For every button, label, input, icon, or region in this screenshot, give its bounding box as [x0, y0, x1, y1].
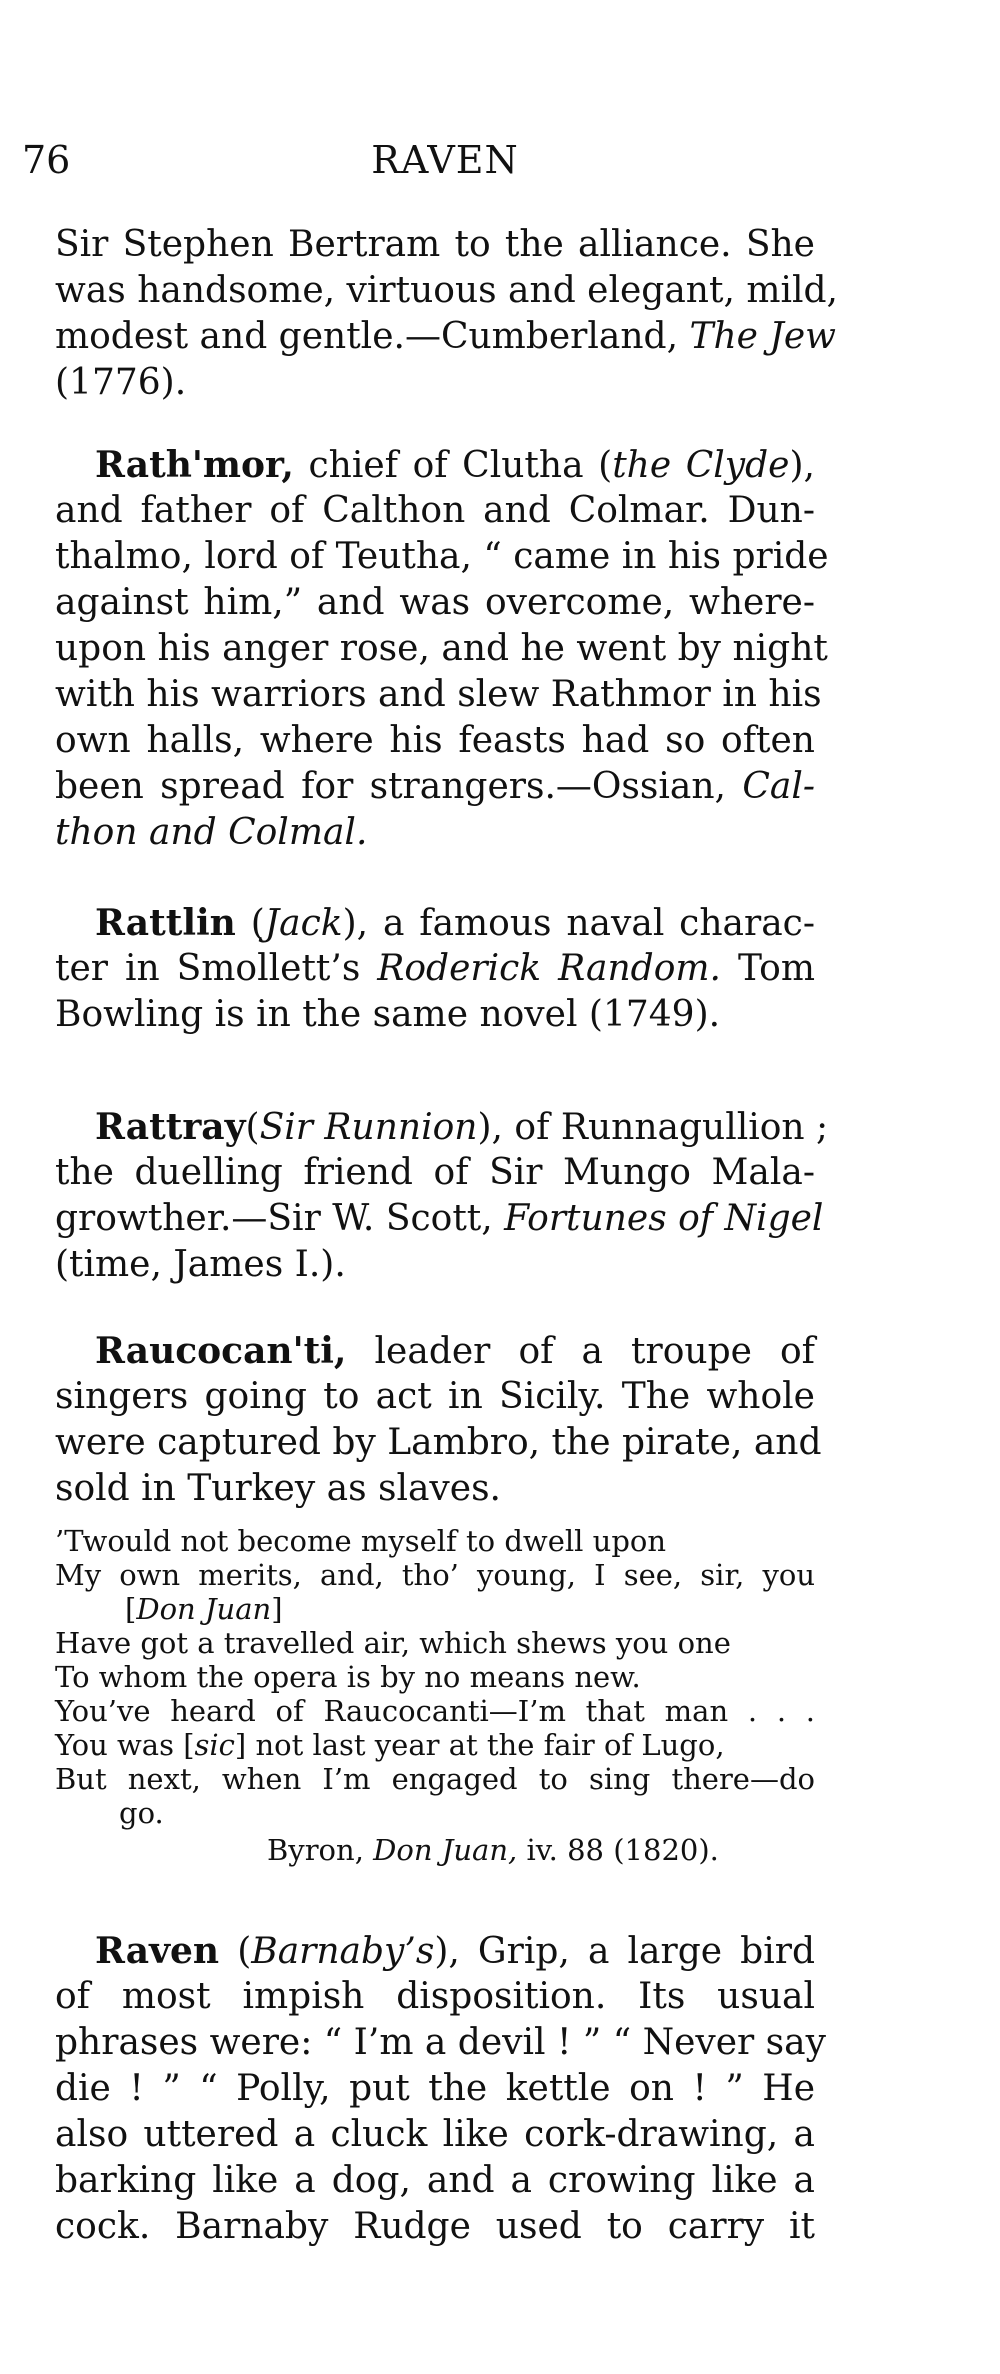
text-line: Rattray(Sir Runnion), of Runnagullion ;: [95, 1106, 829, 1148]
entry-continuation: [55, 222, 838, 406]
text-line: was handsome, virtuous and elegant, mild,: [55, 270, 838, 311]
entry-rattlin: [55, 900, 815, 1038]
page-header: [0, 138, 1000, 198]
entry-rattray: [55, 1104, 829, 1288]
verse-line: You’ve heard of Raucocanti—I’m that man . . .: [55, 1694, 815, 1728]
headword: Rattray: [95, 1106, 246, 1148]
text-line: barking like a dog, and a crowing like a: [55, 2160, 815, 2201]
verse-line: To whom the opera is by no means new.: [55, 1660, 641, 1694]
text-line: Raven (Barnaby’s), Grip, a large bird: [95, 1930, 815, 1972]
text-line: sold in Turkey as slaves.: [55, 1468, 501, 1509]
verse-line: But next, when I’m engaged to sing there—do: [55, 1762, 815, 1796]
text-line: thon and Colmal.: [55, 812, 368, 853]
text-line: of most impish disposition. Its usual: [55, 1976, 815, 2017]
page-number: 76: [22, 138, 71, 182]
text-line: also uttered a cluck like cork-drawing, a: [55, 2114, 815, 2155]
verse-attribution: Byron, Don Juan, iv. 88 (1820).: [267, 1833, 719, 1867]
text-line: growther.—Sir W. Scott, Fortunes of Nigel: [55, 1198, 824, 1239]
text-line: modest and gentle.—Cumberland, The Jew: [55, 316, 836, 357]
text-line: were captured by Lambro, the pirate, and: [55, 1422, 822, 1463]
text-line: Rattlin (Jack), a famous naval charac-: [95, 902, 815, 944]
text-line: thalmo, lord of Teutha, “ came in his pride: [55, 536, 829, 577]
verse-line: Have got a travelled air, which shews you one: [55, 1626, 731, 1660]
text-line: upon his anger rose, and he went by night: [55, 628, 828, 669]
verse-line: You was [sic] not last year at the fair of Lugo,: [55, 1728, 725, 1762]
text-line: Rath'mor, chief of Clutha (the Clyde),: [95, 444, 815, 486]
text-line: Sir Stephen Bertram to the alliance. She: [55, 224, 815, 265]
headword: Raven: [95, 1930, 220, 1972]
verse-line: [Don Juan]: [125, 1592, 283, 1626]
text-line: Raucocan'ti, leader of a troupe of: [95, 1330, 815, 1372]
text-line: against him,” and was overcome, where-: [55, 582, 815, 623]
verse-quotation: [55, 1524, 815, 1870]
headword: Rath'mor,: [95, 444, 294, 486]
running-head: RAVEN: [371, 138, 519, 182]
verse-line: My own merits, and, tho’ young, I see, sir, you: [55, 1558, 815, 1592]
text-line: singers going to act in Sicily. The whole: [55, 1376, 815, 1417]
headword: Rattlin: [95, 902, 236, 944]
verse-line: go.: [119, 1796, 164, 1830]
entry-raucocanti: [55, 1328, 822, 1512]
text-line: with his warriors and slew Rathmor in his: [55, 674, 822, 715]
text-line: (1776).: [55, 362, 187, 403]
text-line: been spread for strangers.—Ossian, Cal-: [55, 766, 815, 807]
entry-raven: [55, 1928, 826, 2250]
text-line: (time, James I.).: [55, 1244, 346, 1285]
text-line: ter in Smollett’s Roderick Random. Tom: [55, 948, 815, 989]
text-line: the duelling friend of Sir Mungo Mala-: [55, 1152, 815, 1193]
verse-line: ’Twould not become myself to dwell upon: [55, 1524, 667, 1558]
text-line: Bowling is in the same novel (1749).: [55, 994, 721, 1035]
text-line: phrases were: “ I’m a devil ! ” “ Never say: [55, 2022, 826, 2063]
text-line: die ! ” “ Polly, put the kettle on ! ” He: [55, 2068, 815, 2109]
text-line: and father of Calthon and Colmar. Dun-: [55, 490, 815, 531]
entry-rathmor: [55, 442, 829, 856]
text-line: cock. Barnaby Rudge used to carry it: [55, 2206, 815, 2247]
text-line: own halls, where his feasts had so often: [55, 720, 815, 761]
headword: Raucocan'ti,: [95, 1330, 347, 1372]
work-title: The Jew: [689, 316, 836, 357]
